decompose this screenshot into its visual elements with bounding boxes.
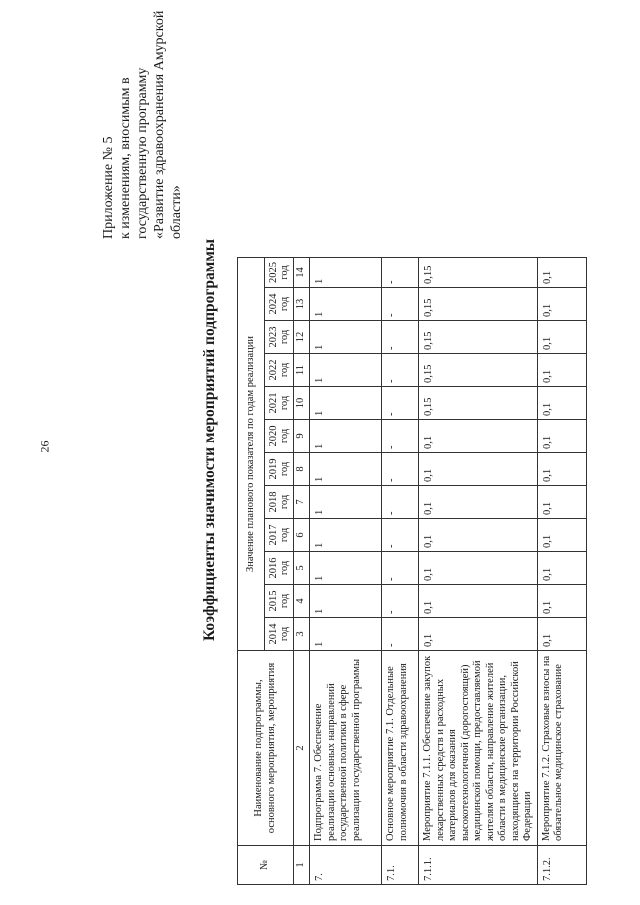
table-row — [419, 258, 538, 885]
year-label: 2014 — [268, 623, 279, 645]
value-cell: 0,1 — [419, 585, 538, 618]
column-number-cell: 10 — [294, 387, 310, 420]
row-number: 7. — [310, 846, 382, 885]
value-cell: - — [382, 420, 419, 453]
year-header-cell — [265, 420, 294, 453]
appendix-line: области» — [169, 185, 184, 239]
value-cell: 0,1 — [419, 486, 538, 519]
column-number-cell: 1 — [294, 846, 310, 885]
value-cell: 1 — [310, 288, 382, 321]
header-name: Наименование подпрограммы, основного мероприятия, мероприятия — [238, 651, 294, 846]
value-cell: - — [382, 585, 419, 618]
year-label: 2017 — [268, 524, 279, 546]
value-cell: 0,1 — [537, 354, 586, 387]
year-header-cell — [265, 486, 294, 519]
row-name: Мероприятие 7.1.2. Страховые взносы на обязательное медицинское страхование — [537, 651, 586, 846]
year-suffix: год — [279, 329, 290, 345]
appendix-line: Приложение № 5 — [101, 136, 116, 239]
appendix-line: «Развитие здравоохранения Амурской — [152, 10, 167, 239]
value-cell: 0,1 — [419, 618, 538, 651]
year-header-cell — [265, 585, 294, 618]
year-label: 2015 — [268, 590, 279, 612]
value-cell: 0,1 — [537, 519, 586, 552]
value-cell: 0,1 — [419, 552, 538, 585]
column-number-cell: 6 — [294, 519, 310, 552]
value-cell: 0,1 — [537, 618, 586, 651]
year-label: 2021 — [268, 392, 279, 414]
column-number-cell: 9 — [294, 420, 310, 453]
value-cell: 0,1 — [537, 453, 586, 486]
value-cell: - — [382, 519, 419, 552]
value-cell: - — [382, 258, 419, 288]
appendix-line: государственную программу — [135, 67, 150, 239]
row-name: Основное мероприятие 7.1. Отдельные полномочия в области здравоохранения — [382, 651, 419, 846]
column-number-cell: 14 — [294, 258, 310, 288]
value-cell: - — [382, 453, 419, 486]
year-label: 2025 — [268, 262, 279, 283]
column-number-cell: 7 — [294, 486, 310, 519]
year-header-cell — [265, 618, 294, 651]
header-number: № — [238, 846, 294, 885]
year-suffix: год — [279, 494, 290, 510]
value-cell: 1 — [310, 321, 382, 354]
column-number-cell: 12 — [294, 321, 310, 354]
year-label: 2019 — [268, 458, 279, 480]
table-row — [537, 258, 586, 885]
value-cell: - — [382, 552, 419, 585]
value-cell: 1 — [310, 618, 382, 651]
year-label: 2018 — [268, 491, 279, 513]
year-header-cell — [265, 288, 294, 321]
value-cell: - — [382, 486, 419, 519]
value-cell: 0,1 — [537, 552, 586, 585]
year-suffix: год — [279, 296, 290, 312]
value-cell: 0,1 — [419, 453, 538, 486]
value-cell: 1 — [310, 258, 382, 288]
year-label: 2024 — [268, 293, 279, 315]
value-cell: 0,1 — [419, 519, 538, 552]
year-header-cell — [265, 552, 294, 585]
column-number-row — [294, 258, 310, 885]
column-number-cell: 2 — [294, 651, 310, 846]
coefficients-table — [237, 257, 587, 885]
value-cell: 0,1 — [537, 420, 586, 453]
year-suffix: год — [279, 527, 290, 543]
table-row — [310, 258, 382, 885]
year-suffix: год — [279, 428, 290, 444]
value-cell: 1 — [310, 519, 382, 552]
table-row — [382, 258, 419, 885]
value-cell: 1 — [310, 552, 382, 585]
year-suffix: год — [279, 395, 290, 411]
value-cell: 1 — [310, 354, 382, 387]
value-cell: 0,1 — [537, 321, 586, 354]
value-cell: - — [382, 354, 419, 387]
year-suffix: год — [279, 626, 290, 642]
year-suffix: год — [279, 593, 290, 609]
value-cell: - — [382, 321, 419, 354]
appendix-line: к изменениям, вносимым в — [118, 77, 133, 239]
value-cell: 0,1 — [537, 585, 586, 618]
year-label: 2022 — [268, 359, 279, 381]
column-number-cell: 4 — [294, 585, 310, 618]
row-number: 7.1. — [382, 846, 419, 885]
value-cell: 0,1 — [537, 387, 586, 420]
value-cell: 1 — [310, 585, 382, 618]
value-cell: 1 — [310, 453, 382, 486]
appendix-header — [100, 0, 185, 239]
year-suffix: год — [279, 265, 290, 280]
value-cell: 0,15 — [419, 354, 538, 387]
year-header-cell — [265, 258, 294, 288]
year-header-cell — [265, 354, 294, 387]
value-cell: - — [382, 618, 419, 651]
year-header-cell — [265, 387, 294, 420]
value-cell: - — [382, 387, 419, 420]
year-header-cell — [265, 519, 294, 552]
year-suffix: год — [279, 560, 290, 576]
year-header-cell — [265, 453, 294, 486]
year-header-cell — [265, 321, 294, 354]
value-cell: 0,15 — [419, 387, 538, 420]
column-number-cell: 8 — [294, 453, 310, 486]
document-title: Коэффициенты значимости мероприятий подпрограммы — [201, 238, 218, 642]
row-number: 7.1.2. — [537, 846, 586, 885]
year-label: 2020 — [268, 425, 279, 447]
value-cell: 1 — [310, 486, 382, 519]
value-cell: 0,1 — [537, 486, 586, 519]
value-cell: 0,1 — [537, 258, 586, 288]
value-cell: 0,1 — [419, 420, 538, 453]
row-number: 7.1.1. — [419, 846, 538, 885]
year-label: 2016 — [268, 557, 279, 579]
value-cell: 0,15 — [419, 258, 538, 288]
column-number-cell: 5 — [294, 552, 310, 585]
value-cell: 1 — [310, 420, 382, 453]
value-cell: 0,15 — [419, 321, 538, 354]
value-cell: - — [382, 288, 419, 321]
value-cell: 0,1 — [537, 288, 586, 321]
header-values: Значение планового показателя по годам реализации — [238, 258, 265, 651]
column-number-cell: 3 — [294, 618, 310, 651]
column-number-cell: 11 — [294, 354, 310, 387]
year-suffix: год — [279, 362, 290, 378]
year-label: 2023 — [268, 326, 279, 348]
column-number-cell: 13 — [294, 288, 310, 321]
year-suffix: год — [279, 461, 290, 477]
page-number: 26 — [37, 440, 52, 453]
row-name: Подпрограмма 7. Обеспечение реализации основных направлений государственной политики в сфере реализации государственной программы — [310, 651, 382, 846]
row-name: Мероприятие 7.1.1. Обеспечение закупок лекарственных средств и расходных материалов для оказания высокотехнологичной (дорогостоящей) медицинской помощи, предоставляемой жителям области, направление жителей области в медицинские организации, находящиеся на территории Российской Федерации — [419, 651, 538, 846]
value-cell: 0,15 — [419, 288, 538, 321]
value-cell: 1 — [310, 387, 382, 420]
